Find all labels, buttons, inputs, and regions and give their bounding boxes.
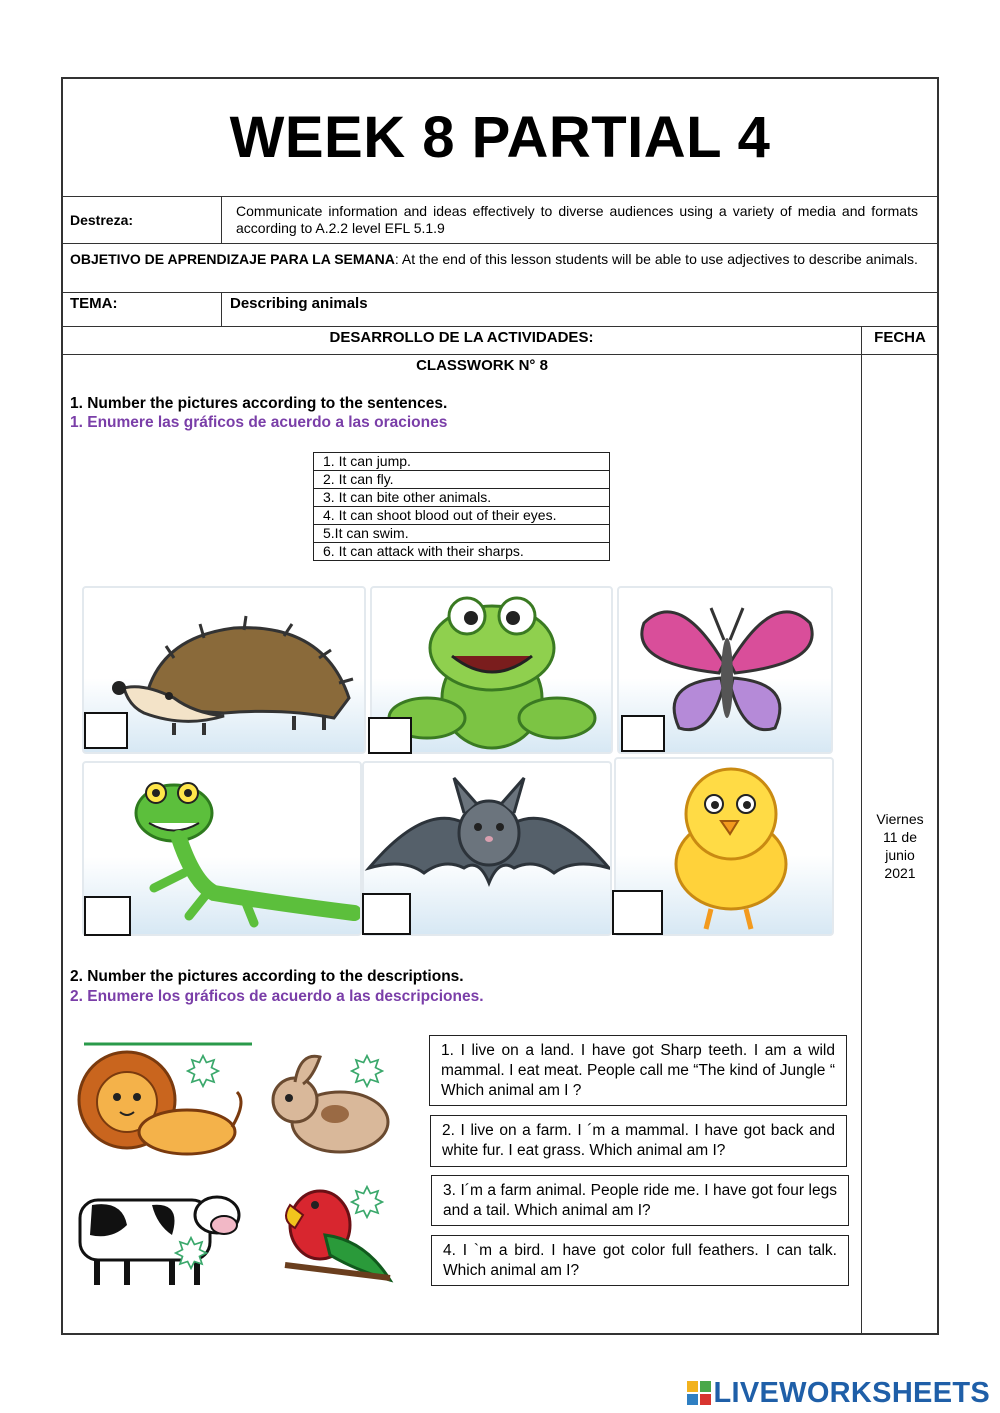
cow-icon xyxy=(72,1180,244,1290)
row-line xyxy=(61,354,939,355)
sentence-item: 6. It can attack with their sharps. xyxy=(314,543,610,561)
description-1: 1. I live on a land. I have got Sharp teeth. I am a wild mammal. I eat meat. People call me “The kind of Jungle “ Which animal am I ? xyxy=(429,1035,847,1106)
row-line xyxy=(61,292,939,293)
sentences-table xyxy=(313,452,610,561)
answer-box-frog[interactable] xyxy=(368,717,412,754)
desarrollo-header: DESARROLLO DE LA ACTIVIDADES: xyxy=(329,329,594,346)
date-cell xyxy=(862,810,938,882)
date-month: junio xyxy=(885,847,915,863)
sentence-item: 2. It can fly. xyxy=(314,471,610,489)
tema-label: TEMA: xyxy=(70,295,118,312)
exercise1-instruction-en: 1. Number the pictures according to the sentences. xyxy=(70,395,448,412)
star-icon xyxy=(186,1054,220,1088)
rabbit-star-box[interactable] xyxy=(350,1054,384,1093)
answer-box-chick[interactable] xyxy=(612,890,663,935)
sentence-item: 4. It can shoot blood out of their eyes. xyxy=(314,507,610,525)
col-line xyxy=(221,196,222,244)
lion-star-box[interactable] xyxy=(186,1054,220,1093)
objetivo-text: : At the end of this lesson students will be able to use adjectives to describe animals. xyxy=(394,251,918,267)
description-4: 4. I `m a bird. I have got color full feathers. I can talk. Which animal am I? xyxy=(431,1235,849,1286)
description-2: 2. I live on a farm. I ´m a mammal. I have got back and white fur. I eat grass. Which animal am I? xyxy=(430,1115,847,1167)
frame-right xyxy=(937,77,939,1335)
liveworksheets-logo-icon xyxy=(686,1380,712,1406)
row-line xyxy=(61,196,939,197)
frame-left xyxy=(61,77,63,1335)
parrot-star-box[interactable] xyxy=(350,1185,384,1224)
page-title: WEEK 8 PARTIAL 4 xyxy=(229,104,771,170)
sentence-item: 5.It can swim. xyxy=(314,525,610,543)
objetivo-block xyxy=(70,251,930,268)
row-line xyxy=(61,326,939,327)
date-weekday: Viernes xyxy=(876,811,924,827)
star-icon xyxy=(174,1236,208,1270)
date-day: 11 de xyxy=(883,829,917,845)
answer-box-hedgehog[interactable] xyxy=(84,712,128,749)
exercise2-instruction-en: 2. Number the pictures according to the descriptions. xyxy=(70,968,464,985)
col-line xyxy=(221,292,222,327)
liveworksheets-logo xyxy=(686,1377,991,1409)
answer-box-butterfly[interactable] xyxy=(621,715,665,752)
exercise2-instruction-es: 2. Enumere los gráficos de acuerdo a las descripciones. xyxy=(70,988,484,1005)
tema-value: Describing animals xyxy=(230,295,368,312)
frame-bottom xyxy=(61,1333,939,1335)
sentence-item: 1. It can jump. xyxy=(314,453,610,471)
cow-picture xyxy=(72,1180,244,1290)
destreza-text: Communicate information and ideas effectively to diverse audiences using a variety of media and formats according to A.2.2 level EFL 5.1.9 xyxy=(236,203,918,236)
answer-box-lizard[interactable] xyxy=(84,896,131,936)
exercise1-instruction-es: 1. Enumere las gráficos de acuerdo a las oraciones xyxy=(70,414,448,431)
answer-box-bat[interactable] xyxy=(362,893,411,935)
description-3: 3. I´m a farm animal. People ride me. I have got four legs and a tail. Which animal am I? xyxy=(431,1175,849,1226)
destreza-label: Destreza: xyxy=(70,212,134,228)
lion-icon xyxy=(72,1042,252,1167)
star-icon xyxy=(350,1185,384,1219)
objetivo-label: OBJETIVO DE APRENDIZAJE PARA LA SEMANA xyxy=(70,251,395,267)
brand-name: LIVEWORKSHEETS xyxy=(713,1376,990,1409)
lion-picture xyxy=(72,1042,252,1167)
date-year: 2021 xyxy=(884,865,916,881)
fecha-header: FECHA xyxy=(874,329,926,346)
sentence-item: 3. It can bite other animals. xyxy=(314,489,610,507)
classwork-heading: CLASSWORK N° 8 xyxy=(416,357,548,374)
row-line xyxy=(61,243,939,244)
cow-star-box[interactable] xyxy=(174,1236,208,1275)
star-icon xyxy=(350,1054,384,1088)
